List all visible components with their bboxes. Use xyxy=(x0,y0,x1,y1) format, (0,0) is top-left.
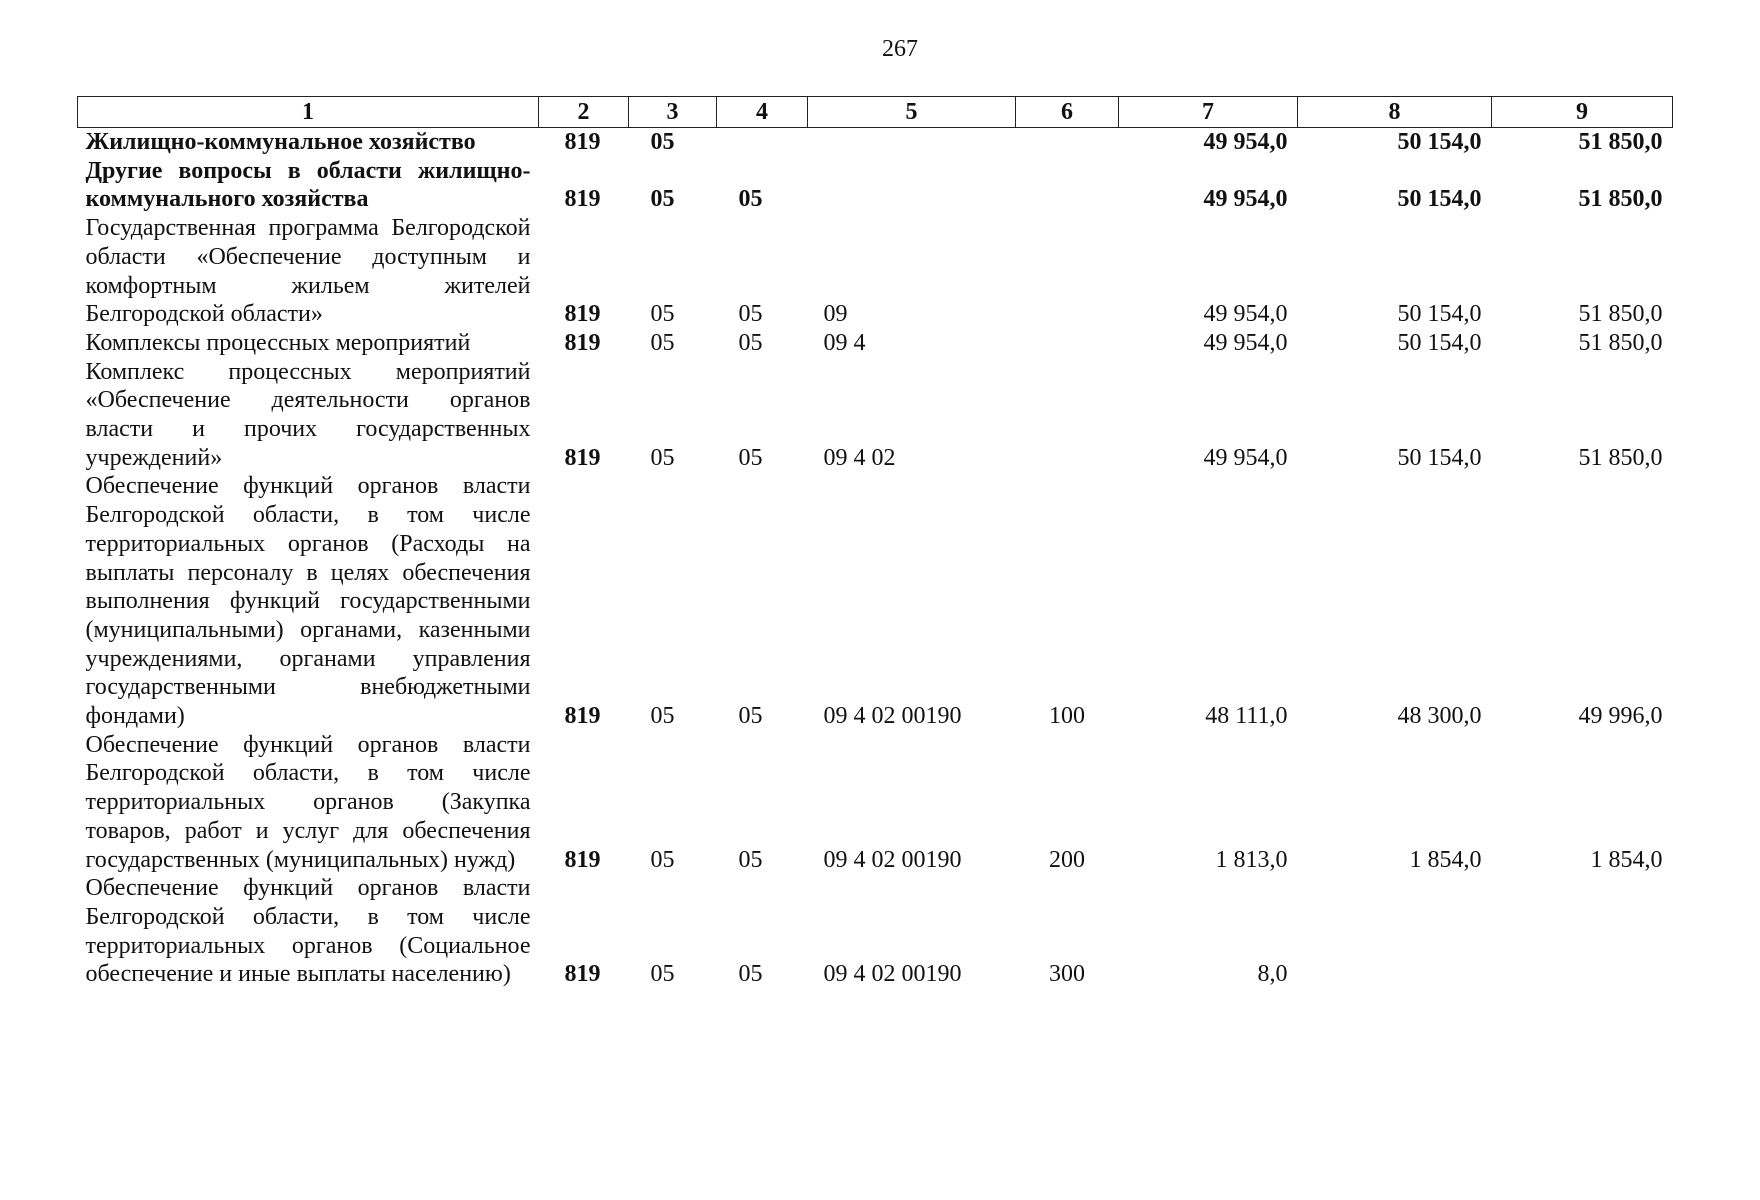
row-subsection-code: 05 xyxy=(738,703,763,730)
row-target-article xyxy=(808,157,1016,214)
row-expense-type xyxy=(1016,128,1119,157)
row-section-code: 05 xyxy=(650,301,675,328)
row-section-code: 05 xyxy=(650,444,675,471)
row-amount-col7: 49 954,0 xyxy=(1203,329,1288,356)
row-subsection-code: 05 xyxy=(738,961,763,988)
header-row xyxy=(78,97,1673,128)
row-amount-col9: 1 854,0 xyxy=(1590,846,1663,873)
row-amount-col8: 1 854,0 xyxy=(1409,846,1482,873)
row-amount-col8: 48 300,0 xyxy=(1397,703,1482,730)
row-section-code: 05 xyxy=(650,329,675,356)
row-ved-code: 819 xyxy=(564,301,601,328)
row-amount-col8: 50 154,0 xyxy=(1397,186,1482,213)
row-amount-col9 xyxy=(1492,874,1673,989)
table-row xyxy=(78,157,1673,214)
row-section-code: 05 xyxy=(650,129,675,155)
row-amount-col7: 49 954,0 xyxy=(1203,129,1288,155)
row-amount-col7: 48 111,0 xyxy=(1205,703,1288,730)
row-subsection-code: 05 xyxy=(738,329,763,356)
row-subsection-code xyxy=(717,128,808,157)
table-row xyxy=(78,329,1673,358)
row-expense-type: 100 xyxy=(1049,703,1085,730)
row-subsection-code: 05 xyxy=(738,301,763,328)
row-ved-code: 819 xyxy=(564,329,601,356)
header-col-4: 4 xyxy=(717,97,808,128)
row-amount-col9: 51 850,0 xyxy=(1578,444,1663,471)
row-amount-col9: 49 996,0 xyxy=(1578,703,1663,730)
header-col-9: 9 xyxy=(1492,97,1673,128)
row-amount-col8 xyxy=(1298,874,1492,989)
row-amount-col8: 50 154,0 xyxy=(1397,129,1482,155)
row-description: Комплексы процессных мероприятий xyxy=(85,329,471,356)
row-expense-type: 200 xyxy=(1049,846,1085,873)
row-subsection-code: 05 xyxy=(738,186,763,213)
row-section-code: 05 xyxy=(650,186,675,213)
budget-table xyxy=(77,96,1673,989)
row-description: Государственная программа Белгородской области «Обеспечение доступным и комфортным жильем жителей Белгородской области» xyxy=(85,215,531,328)
header-col-3: 3 xyxy=(629,97,717,128)
row-expense-type: 300 xyxy=(1049,961,1085,988)
row-description: Комплекс процессных мероприятий «Обеспечение деятельности органов власти и прочих государственных учреждений» xyxy=(85,358,531,471)
row-description: Обеспечение функций органов власти Белгородской области, в том числе территориальных органов (Закупка товаров, работ и услуг для обеспечения государственных (муниципальных) нужд) xyxy=(85,731,531,873)
row-amount-col8: 50 154,0 xyxy=(1397,301,1482,328)
header-col-2: 2 xyxy=(539,97,629,128)
row-amount-col9: 51 850,0 xyxy=(1578,186,1663,213)
header-col-8: 8 xyxy=(1298,97,1492,128)
table-row xyxy=(78,472,1673,730)
page-number: 267 xyxy=(882,36,918,62)
header-col-1: 1 xyxy=(78,97,539,128)
table-row xyxy=(78,128,1673,157)
header-col-6: 6 xyxy=(1016,97,1119,128)
row-description: Обеспечение функций органов власти Белгородской области, в том числе территориальных органов (Социальное обеспечение и иные выплаты населению) xyxy=(85,875,531,988)
row-description: Другие вопросы в области жилищно-коммунального хозяйства xyxy=(85,157,531,213)
row-target-article: 09 4 xyxy=(823,329,866,356)
row-amount-col9: 51 850,0 xyxy=(1578,301,1663,328)
row-ved-code: 819 xyxy=(564,444,601,471)
row-amount-col7: 49 954,0 xyxy=(1203,444,1288,471)
row-section-code: 05 xyxy=(650,703,675,730)
row-ved-code: 819 xyxy=(564,186,601,213)
row-expense-type xyxy=(1016,214,1119,329)
row-ved-code: 819 xyxy=(564,961,601,988)
table-row xyxy=(78,731,1673,875)
row-amount-col7: 1 813,0 xyxy=(1215,846,1288,873)
row-section-code: 05 xyxy=(650,846,675,873)
row-amount-col9: 51 850,0 xyxy=(1578,129,1663,155)
table-row xyxy=(78,874,1673,989)
row-subsection-code: 05 xyxy=(738,444,763,471)
row-target-article: 09 4 02 00190 xyxy=(823,703,962,730)
row-target-article: 09 xyxy=(823,301,848,328)
row-target-article xyxy=(808,128,1016,157)
table-body xyxy=(78,128,1673,990)
row-amount-col7: 8,0 xyxy=(1257,961,1288,988)
row-ved-code: 819 xyxy=(564,703,601,730)
row-expense-type xyxy=(1016,329,1119,358)
row-amount-col8: 50 154,0 xyxy=(1397,444,1482,471)
table-row xyxy=(78,214,1673,329)
row-target-article: 09 4 02 xyxy=(823,444,896,471)
row-ved-code: 819 xyxy=(564,846,601,873)
row-amount-col7: 49 954,0 xyxy=(1203,186,1288,213)
table-row xyxy=(78,358,1673,473)
row-subsection-code: 05 xyxy=(738,846,763,873)
row-description: Жилищно-коммунальное хозяйство xyxy=(85,129,476,155)
header-col-5: 5 xyxy=(808,97,1016,128)
row-target-article: 09 4 02 00190 xyxy=(823,846,962,873)
row-target-article: 09 4 02 00190 xyxy=(823,961,962,988)
header-col-7: 7 xyxy=(1119,97,1298,128)
row-ved-code: 819 xyxy=(564,129,601,155)
row-amount-col8: 50 154,0 xyxy=(1397,329,1482,356)
row-expense-type xyxy=(1016,157,1119,214)
row-description: Обеспечение функций органов власти Белгородской области, в том числе территориальных органов (Расходы на выплаты персоналу в целях обеспечения выполнения функций государственными (муниципальными) органами, казенными учреждениями, органами управления государственными внебюджетными фондами) xyxy=(85,473,531,730)
row-amount-col7: 49 954,0 xyxy=(1203,301,1288,328)
row-amount-col9: 51 850,0 xyxy=(1578,329,1663,356)
row-expense-type xyxy=(1016,358,1119,473)
table-header xyxy=(78,97,1673,128)
row-section-code: 05 xyxy=(650,961,675,988)
